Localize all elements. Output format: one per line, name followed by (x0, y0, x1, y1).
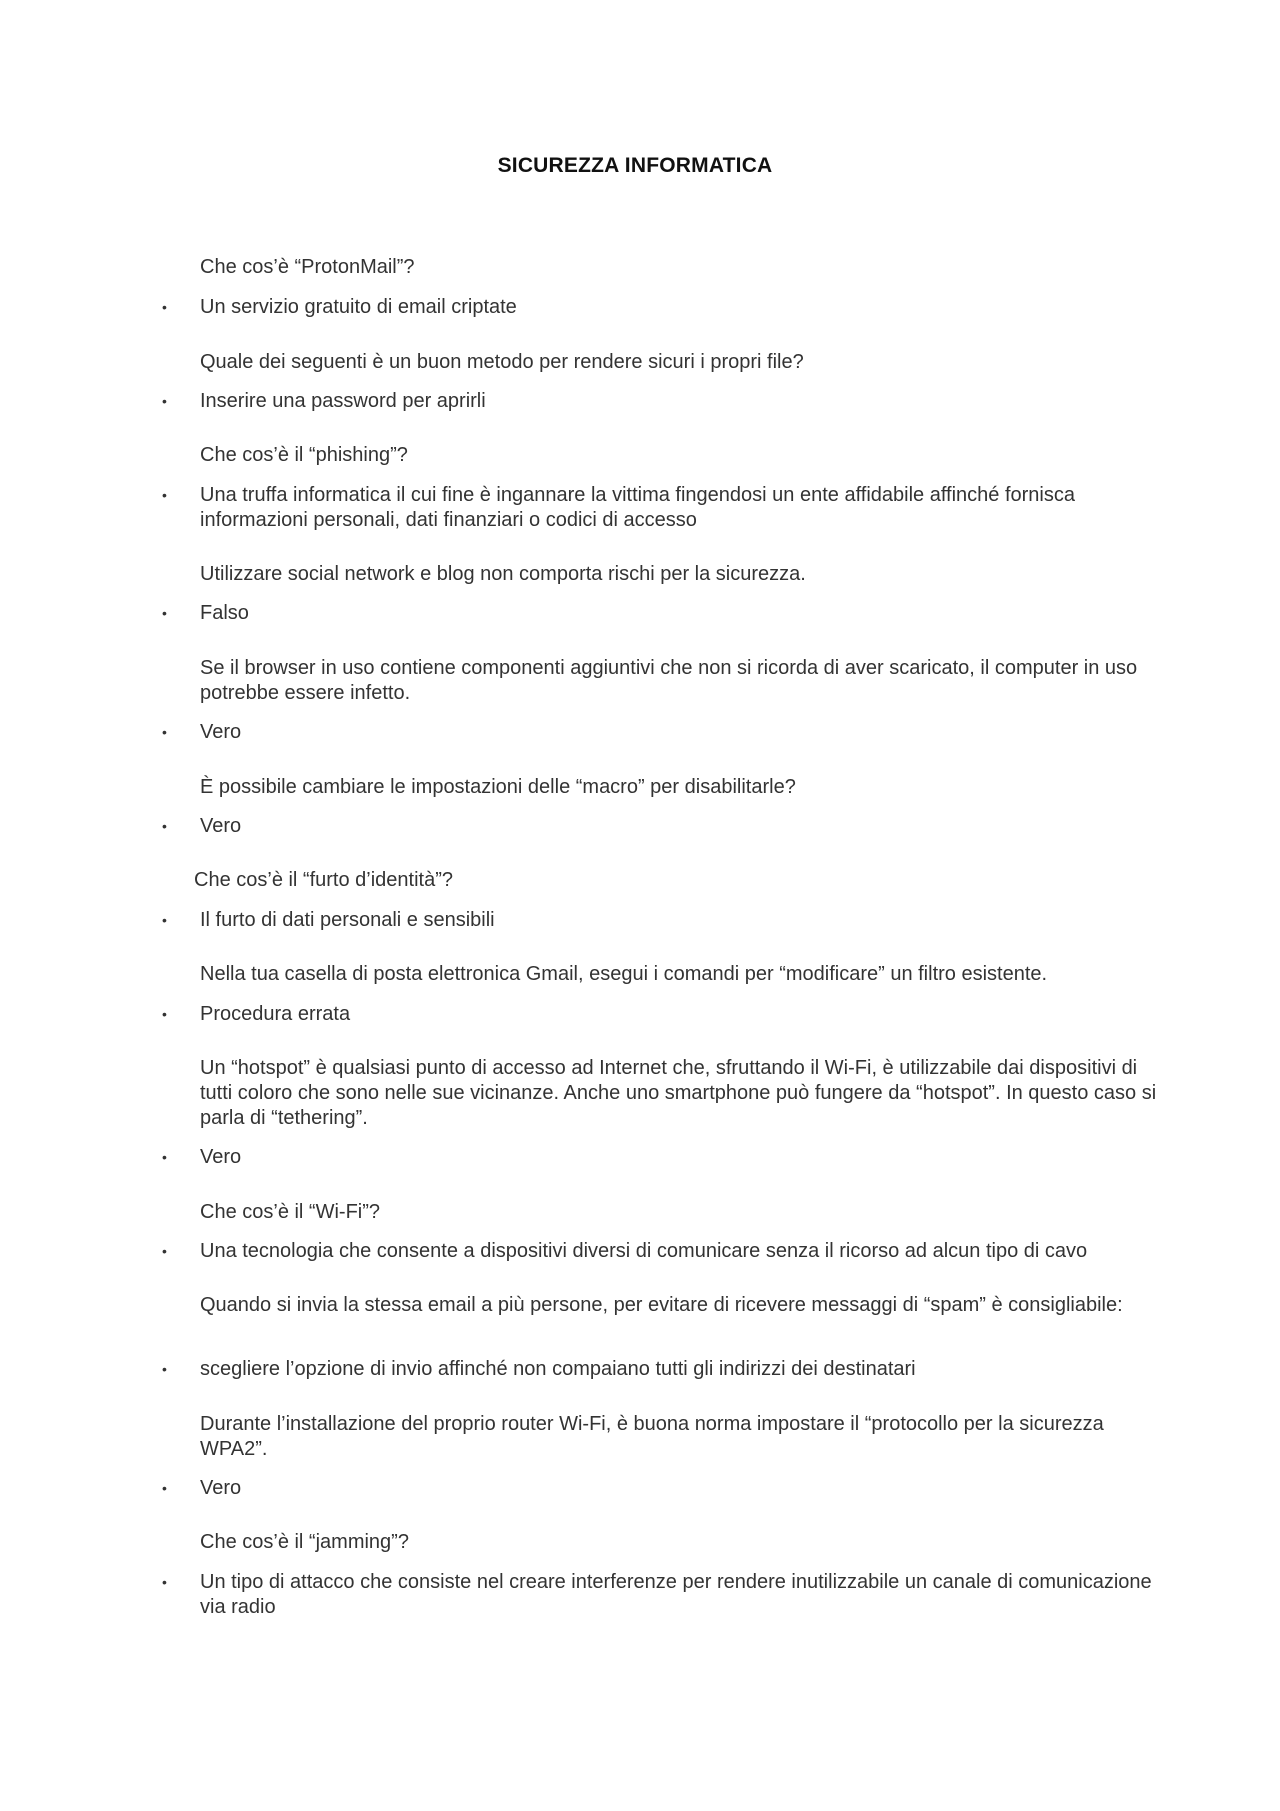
answer-10: Una tecnologia che consente a dispositivi diversi di comunicare senza il ricorso ad alcun tipo di cavo (200, 1240, 1088, 1262)
bullet-4: • (162, 605, 167, 621)
answer-11: scegliere l’opzione di invio affinché non compaiano tutti gli indirizzi dei destinatari (200, 1358, 916, 1380)
answer-5: Vero (200, 721, 242, 743)
document-title: SICUREZZA INFORMATICA (497, 154, 773, 177)
bullet-2: • (162, 393, 167, 409)
answer-12: Vero (200, 1477, 242, 1499)
bullet-13: • (162, 1574, 167, 1590)
bullet-5: • (162, 724, 167, 740)
question-5: Se il browser in uso contiene componenti aggiuntivi che non si ricorda di aver scaricato, il computer in uso potrebbe essere infetto. (200, 657, 1138, 704)
answer-6: Vero (200, 815, 242, 837)
question-4: Utilizzare social network e blog non comporta rischi per la sicurezza. (200, 563, 806, 585)
bullet-8: • (162, 1006, 167, 1022)
answer-4: Falso (200, 602, 249, 624)
answer-8: Procedura errata (200, 1003, 351, 1025)
bullet-10: • (162, 1243, 167, 1259)
answer-3: Una truffa informatica il cui fine è ingannare la vittima fingendosi un ente affidabile affinché fornisca informazioni personali, dati finanziari o codici di accesso (200, 484, 1075, 531)
question-6: È possibile cambiare le impostazioni delle “macro” per disabilitarle? (200, 776, 796, 798)
question-9: Un “hotspot” è qualsiasi punto di accesso ad Internet che, sfruttando il Wi-Fi, è utilizzabile dai dispositivi di tutti coloro che sono nelle sue vicinanze. Anche uno smartphone può fungere da “hotspot”. In questo caso si parla di “tethering”. (200, 1057, 1157, 1129)
question-7: Che cos’è il “furto d’identità”? (194, 869, 454, 891)
question-3: Che cos’è il “phishing”? (200, 444, 408, 466)
question-11: Quando si invia la stessa email a più persone, per evitare di ricevere messaggi di “spam” è consigliabile: (200, 1294, 1123, 1316)
question-2: Quale dei seguenti è un buon metodo per rendere sicuri i propri file? (200, 351, 804, 373)
bullet-6: • (162, 818, 167, 834)
answer-13: Un tipo di attacco che consiste nel creare interferenze per rendere inutilizzabile un canale di comunicazione via radio (200, 1571, 1152, 1618)
question-1: Che cos’è “ProtonMail”? (200, 256, 415, 278)
bullet-1: • (162, 299, 167, 315)
bullet-12: • (162, 1480, 167, 1496)
bullet-11: • (162, 1361, 167, 1377)
answer-1: Un servizio gratuito di email criptate (200, 296, 517, 318)
question-10: Che cos’è il “Wi-Fi”? (200, 1201, 381, 1223)
bullet-9: • (162, 1149, 167, 1165)
answer-9: Vero (200, 1146, 242, 1168)
answer-7: Il furto di dati personali e sensibili (200, 909, 495, 931)
question-8: Nella tua casella di posta elettronica Gmail, esegui i comandi per “modificare” un filtro esistente. (200, 963, 1048, 985)
answer-2: Inserire una password per aprirli (200, 390, 486, 412)
question-12: Durante l’installazione del proprio router Wi-Fi, è buona norma impostare il “protocollo per la sicurezza WPA2”. (200, 1413, 1104, 1460)
bullet-7: • (162, 912, 167, 928)
question-13: Che cos’è il “jamming”? (200, 1531, 409, 1553)
bullet-3: • (162, 487, 167, 503)
